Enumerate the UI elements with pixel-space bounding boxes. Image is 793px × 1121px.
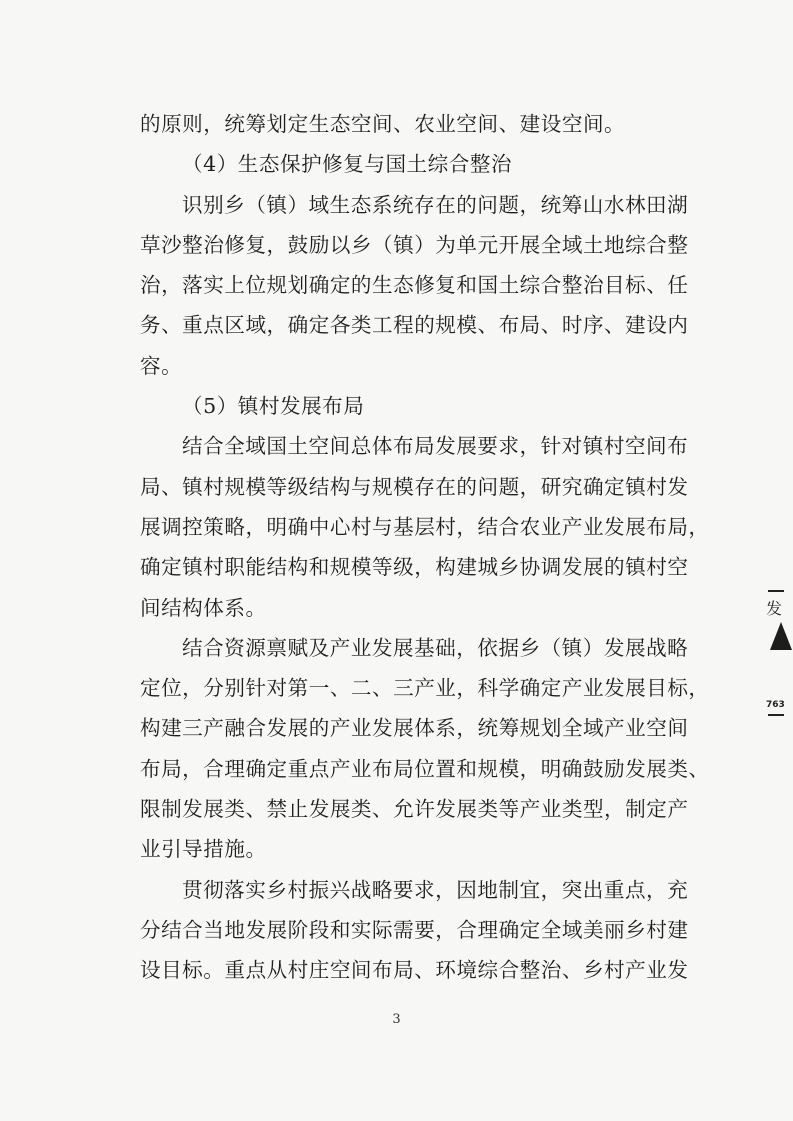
text-line: 治，落实上位规划确定的生态修复和国土综合整治目标、任 bbox=[140, 273, 689, 298]
text-line: 限制发展类、禁止发展类、允许发展类等产业类型，制定产 bbox=[140, 797, 689, 822]
text-line: 定位，分别针对第一、二、三产业，科学确定产业发展目标， bbox=[140, 676, 710, 701]
page-number: 3 bbox=[392, 1012, 401, 1027]
text-line: 构建三产融合发展的产业发展体系，统筹规划全域产业空间 bbox=[140, 716, 689, 741]
margin-stamp bbox=[760, 588, 790, 738]
stamp-rule-top bbox=[768, 590, 784, 592]
text-line: 设目标。重点从村庄空间布局、环境综合整治、乡村产业发 bbox=[140, 958, 689, 983]
text-line: 容。 bbox=[140, 353, 183, 378]
text-line: 间结构体系。 bbox=[140, 595, 267, 620]
text-line: 业引导措施。 bbox=[140, 837, 267, 862]
text-line: 贯彻落实乡村振兴战略要求，因地制宜，突出重点，充 bbox=[182, 877, 689, 902]
text-line: 展调控策略，明确中心村与基层村，结合农业产业发展布局， bbox=[140, 514, 710, 539]
stamp-rule-bottom bbox=[768, 714, 784, 716]
stamp-blot-icon bbox=[770, 622, 792, 650]
text-line: 的原则，统筹划定生态空间、农业空间、建设空间。 bbox=[140, 112, 626, 136]
text-line: 务、重点区域，确定各类工程的规模、布局、时序、建设内 bbox=[140, 313, 689, 338]
text-line: 局、镇村规模等级结构与规模存在的问题，研究确定镇村发 bbox=[140, 474, 689, 499]
text-line: 布局，合理确定重点产业布局位置和规模，明确鼓励发展类、 bbox=[140, 756, 710, 781]
text-line: 确定镇村职能结构和规模等级，构建城乡协调发展的镇村空 bbox=[140, 555, 689, 580]
section-heading: （4）生态保护修复与国土综合整治 bbox=[182, 152, 513, 177]
text-line: 结合全域国土空间总体布局发展要求，针对镇村空间布 bbox=[182, 434, 689, 459]
stamp-glyph: 发 bbox=[766, 599, 783, 618]
stamp-number: 763 bbox=[766, 700, 785, 710]
text-line: 识别乡（镇）域生态系统存在的问题，统筹山水林田湖 bbox=[182, 192, 689, 217]
text-line: 分结合当地发展阶段和实际需要，合理确定全域美丽乡村建 bbox=[140, 917, 689, 942]
body-text bbox=[140, 104, 710, 991]
section-heading: （5）镇村发展布局 bbox=[182, 394, 365, 419]
text-line: 草沙整治修复，鼓励以乡（镇）为单元开展全域土地综合整 bbox=[140, 232, 689, 257]
text-line: 结合资源禀赋及产业发展基础，依据乡（镇）发展战略 bbox=[182, 635, 689, 660]
